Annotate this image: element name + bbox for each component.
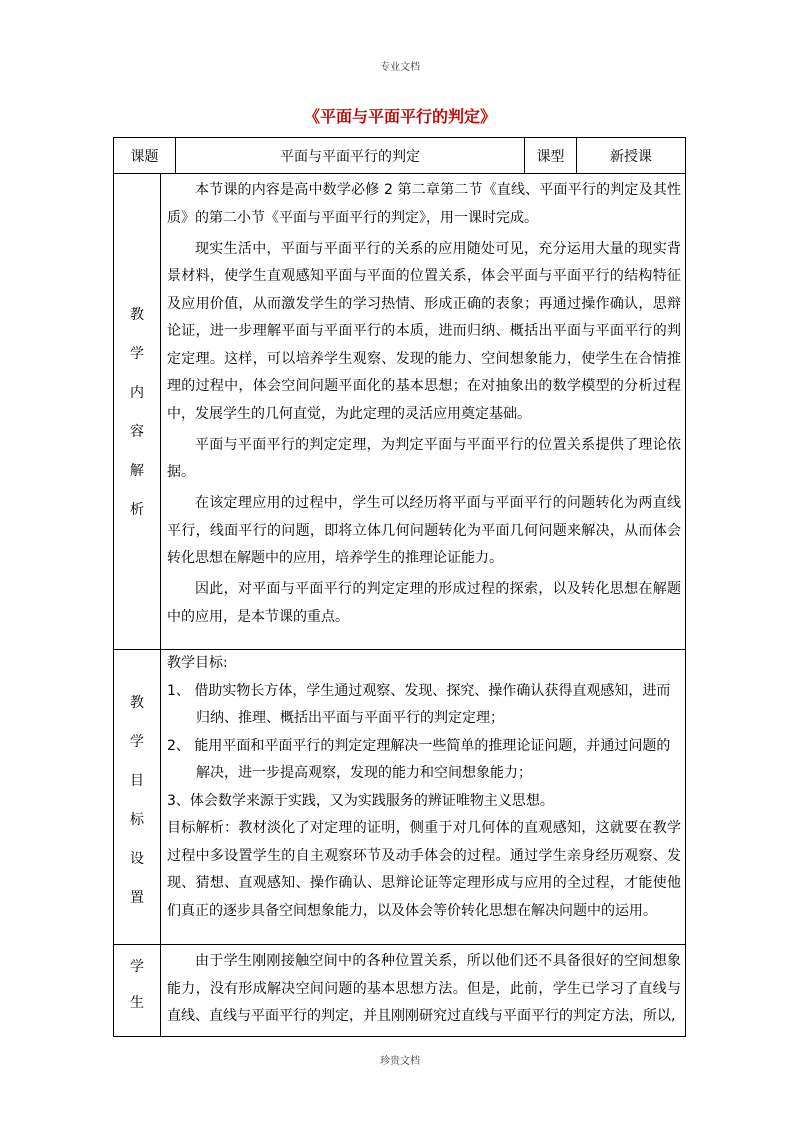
label-char: 设 [130, 851, 144, 867]
student-analysis-label [114, 945, 161, 1037]
topic-label: 课题 [114, 138, 176, 173]
content-analysis-body [161, 174, 685, 649]
label-char: 标 [130, 812, 144, 828]
label-char: 析 [130, 502, 144, 518]
lesson-type-value: 新授课 [610, 148, 652, 165]
label-char: 学 [130, 346, 144, 362]
page-header: 专业文档 [380, 62, 420, 73]
paragraph: 由于学生刚刚接触空间中的各种位置关系，所以他们还不具备很好的空间想象能力，没有形成解决空间问题的基本思想方法。但是，此前，学生已学习了直线与直线、直线与平面平行的判定，并且刚刚研究过直线与平面平行的判定方法，所以, [167, 953, 681, 1024]
student-analysis-body [161, 945, 685, 1037]
objective-item: 2、 能用平面和平面平行的判定定理解决一些简单的推理论证问题，并通过问题的解决，进一步提高观察，发现的能力和空间想象能力； [167, 737, 671, 781]
label-char: 目 [130, 773, 144, 789]
content-analysis-label [114, 174, 161, 649]
paragraph: 现实生活中，平面与平面平行的关系的应用随处可见，充分运用大量的现实背景材料，使学生直观感知平面与平面的位置关系，体会平面与平面平行的结构特征及应用价值，从而激发学生的学习热情、形成正确的表象；再通过操作确认，思辩论证，进一步理解平面与平面平行的本质，进而归纳、概括出平面与平面平行的判定定理。这样，可以培养学生观察、发现的能力、空间想象能力，使学生在合情推理的过程中，体会空间问题平面化的基本思想；在对抽象出的数学模型的分析过程中，发展学生的几何直觉，为此定理的灵活应用奠定基础。 [167, 240, 681, 422]
paragraph: 平面与平面平行的判定定理，为判定平面与平面平行的位置关系提供了理论依据。 [167, 436, 681, 480]
label-char: 学 [130, 959, 144, 975]
lesson-table [113, 137, 686, 1037]
objectives-label [114, 650, 161, 944]
label-char: 学 [130, 734, 144, 750]
label-char: 内 [130, 385, 144, 401]
content-analysis-section [114, 174, 685, 650]
label-char: 解 [130, 463, 144, 479]
paragraph: 本节课的内容是高中数学必修 2 第二章第二节《直线、平面平行的判定及其性质》的第二小节《平面与平面平行的判定》，用一课时完成。 [167, 182, 681, 226]
label-char: 容 [130, 424, 144, 440]
lesson-type-label: 课型 [525, 138, 577, 173]
table-header-row [114, 138, 685, 174]
objectives-section [114, 650, 685, 945]
objectives-heading: 教学目标: [167, 655, 228, 671]
paragraph: 在该定理应用的过程中，学生可以经历将平面与平面平行的问题转化为两直线平行，线面平行的问题，即将立体几何问题转化为平面几何问题来解决，从而体会转化思想在解题中的应用，培养学生的推理论证能力。 [167, 495, 681, 566]
objective-item: 1、 借助实物长方体，学生通过观察、发现、探究、操作确认获得直观感知，进而归纳、推理、概括出平面与平面平行的判定定理； [167, 682, 671, 726]
objective-item: 3、体会数学来源于实践，又为实践服务的辨证唯物主义思想。 [167, 792, 554, 809]
label-char: 生 [130, 995, 144, 1011]
student-analysis-section [114, 945, 685, 1037]
topic-value: 平面与平面平行的判定 [176, 138, 525, 173]
page-title: 《平面与平面平行的判定》 [303, 107, 496, 126]
page-footer: 珍贵文档 [380, 1056, 420, 1067]
label-char: 教 [130, 307, 144, 323]
label-char: 置 [130, 890, 144, 906]
label-char: 教 [130, 695, 144, 711]
objective-analysis: 目标解析：教材淡化了对定理的证明，侧重于对几何体的直观感知，这就要在教学过程中多设置学生的自主观察环节及动手体会的过程。通过学生亲身经历观察、发现、猜想、直观感知、操作确认、思辩论证等定理形成与应用的全过程，才能使他们真正的逐步具备空间想象能力，以及体会等价转化思想在解决问题中的运用。 [167, 820, 681, 919]
paragraph: 因此，对平面与平面平行的判定定理的形成过程的探索，以及转化思想在解题中的应用，是本节课的重点。 [167, 581, 681, 625]
objectives-body [161, 650, 685, 944]
